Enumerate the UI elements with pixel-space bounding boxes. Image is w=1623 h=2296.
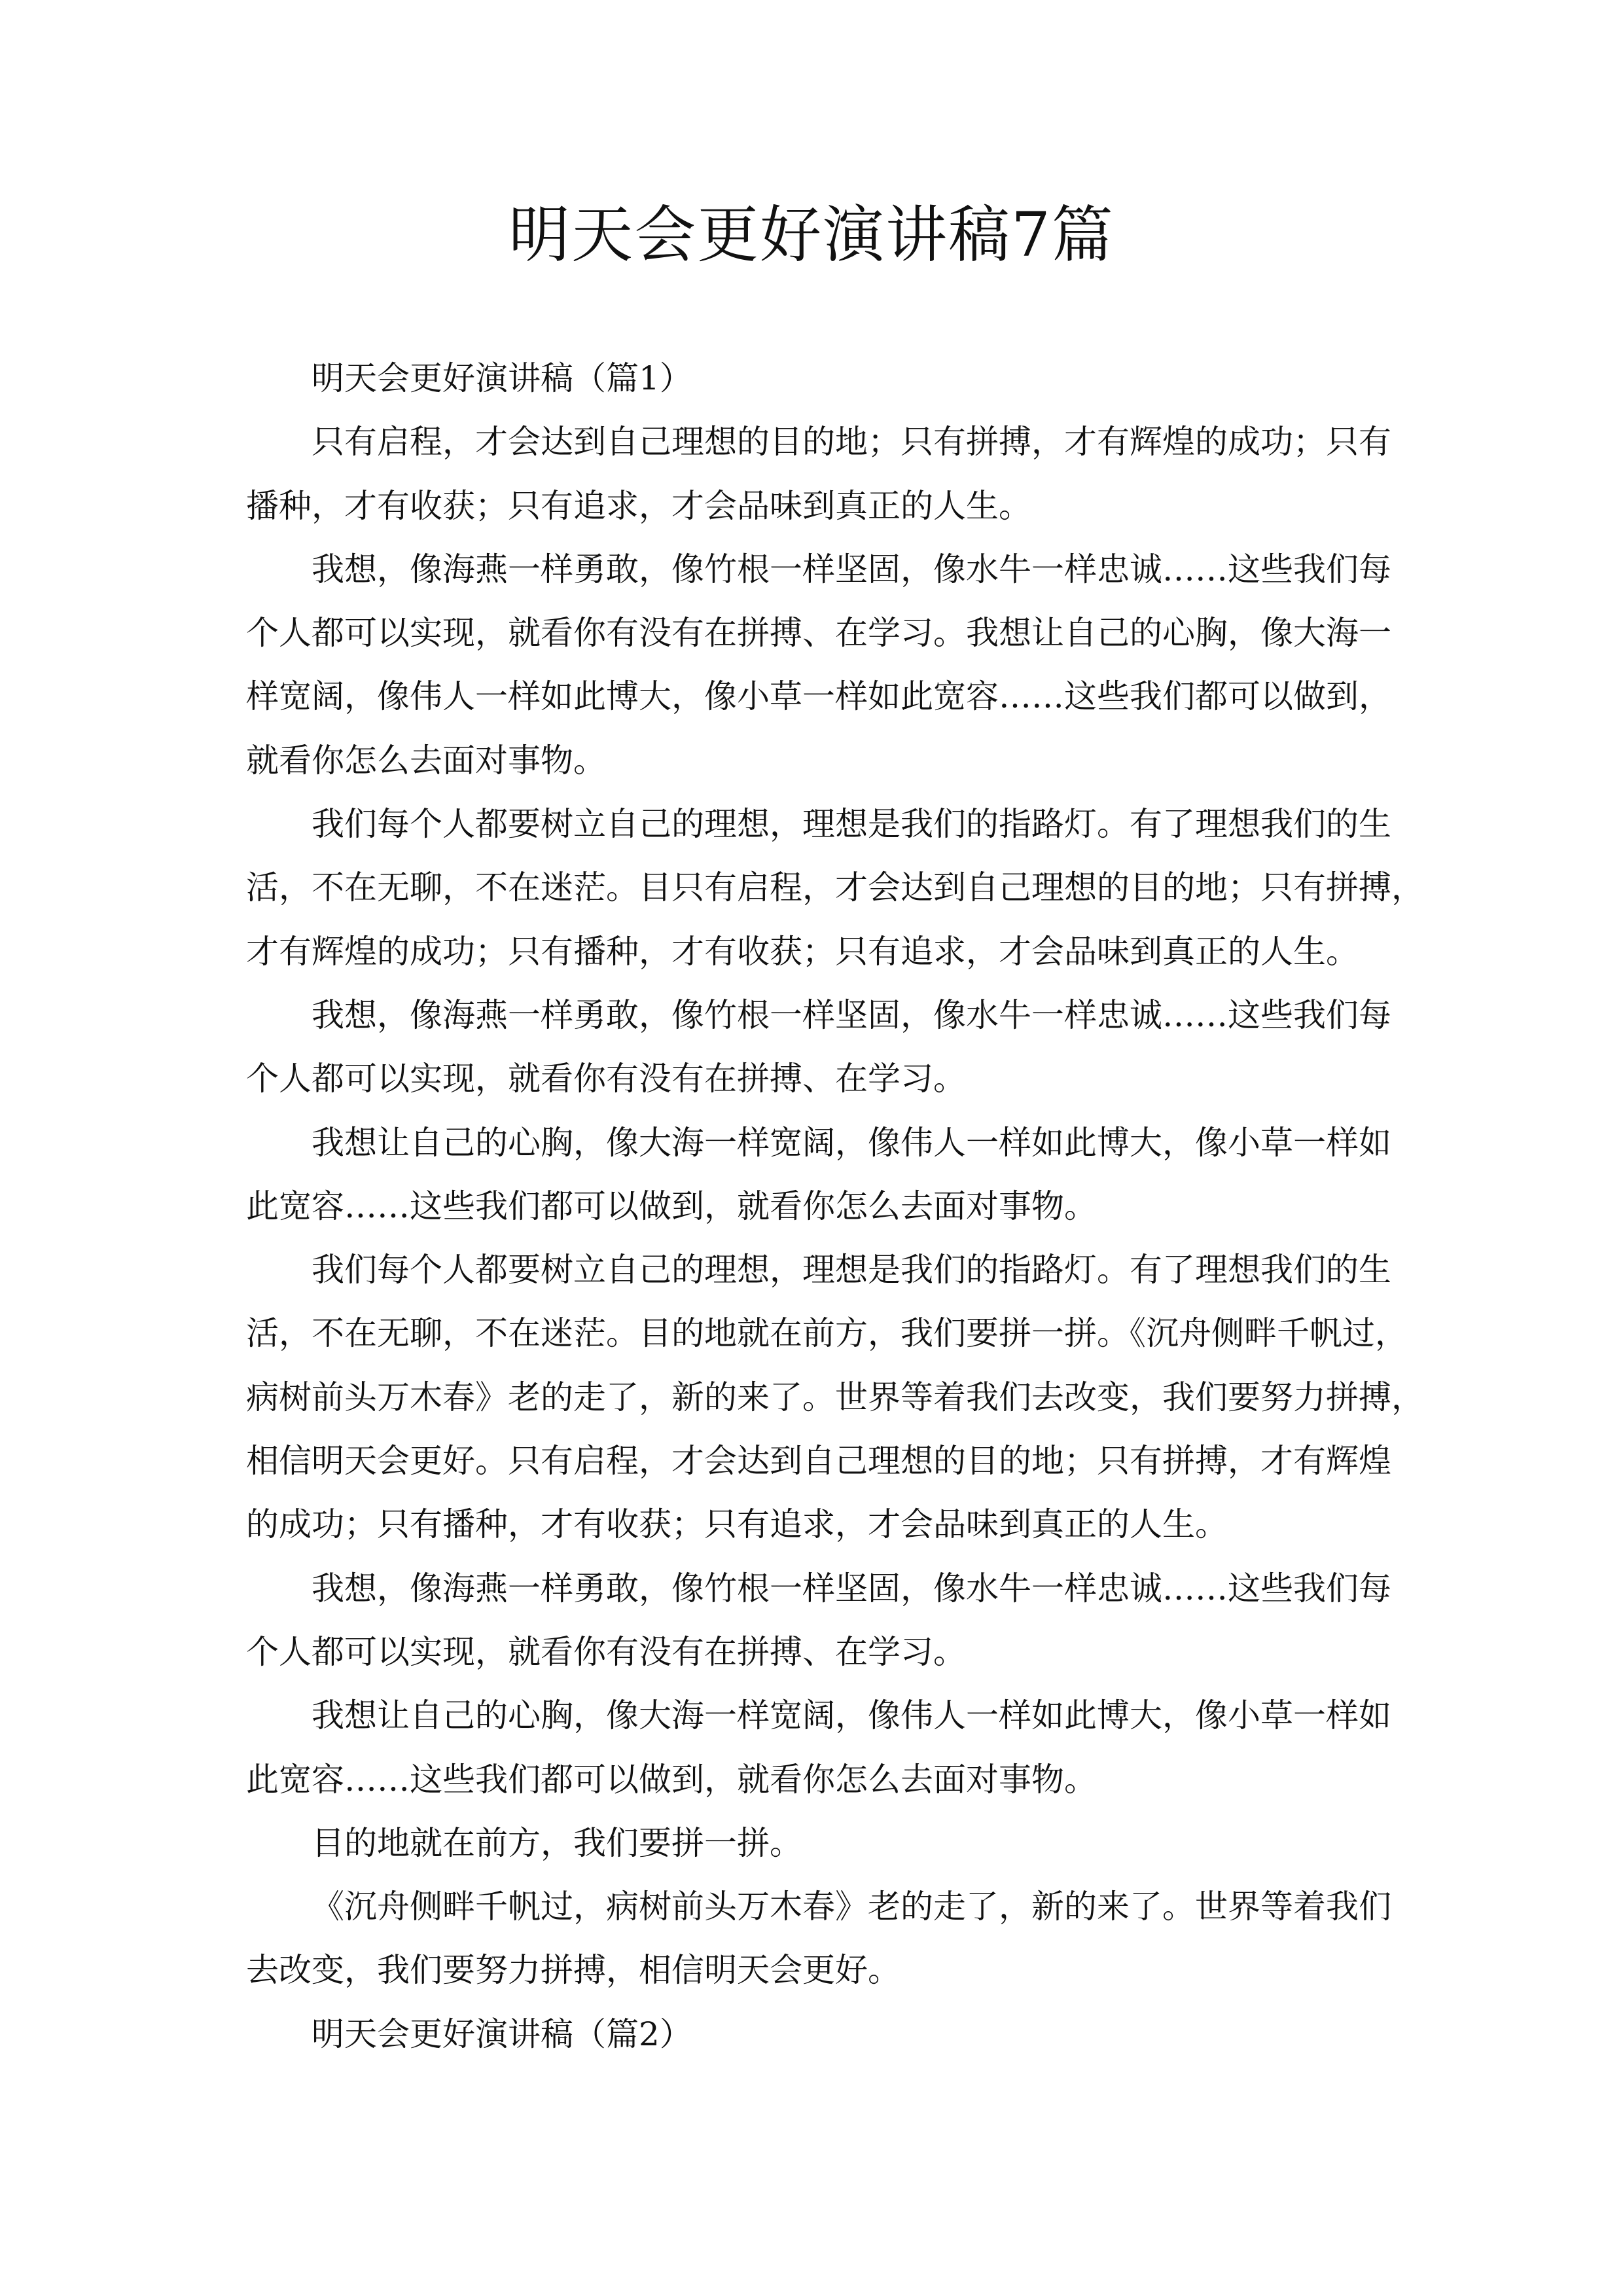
text-line: 个人都可以实现，就看你有没有在拼搏、在学习。 [246, 1632, 966, 1671]
text-line: 的成功；只有播种，才有收获；只有追求，才会品味到真正的人生。 [246, 1505, 1228, 1544]
text-line: 个人都可以实现，就看你有没有在拼搏、在学习。 [246, 1060, 966, 1098]
text-line: 目的地就在前方，我们要拼一拼。 [312, 1823, 802, 1862]
text-line: 只有启程，才会达到自己理想的目的地；只有拼搏，才有辉煌的成功；只有 [312, 423, 1391, 461]
paragraph [246, 1821, 1376, 1885]
text-line: 我想，像海燕一样勇敢，像竹根一样坚固，像水牛一样忠诚……这些我们每 [312, 996, 1391, 1034]
text-line: 我们每个人都要树立自己的理想，理想是我们的指路灯。有了理想我们的生 [312, 1251, 1391, 1289]
text-line: 就看你怎么去面对事物。 [246, 741, 606, 780]
paragraph [246, 420, 1391, 548]
text-line: 病树前头万木春》老的走了，新的来了。世界等着我们去改变，我们要努力拼搏， [246, 1378, 1424, 1416]
section-heading: 明天会更好演讲稿（篇1） [312, 359, 692, 397]
text-line: 样宽阔，像伟人一样如此博大，像小草一样如此宽容……这些我们都可以做到， [246, 677, 1391, 716]
text-line: 我想，像海燕一样勇敢，像竹根一样坚固，像水牛一样忠诚……这些我们每 [312, 550, 1391, 588]
document-body [246, 357, 1424, 2076]
text-line: 《沉舟侧畔千帆过，病树前头万木春》老的走了，新的来了。世界等着我们 [312, 1888, 1391, 1926]
section-heading: 明天会更好演讲稿（篇2） [312, 2015, 692, 2053]
paragraph [246, 2013, 1376, 2076]
paragraph [246, 802, 1424, 994]
paragraph [246, 357, 1376, 420]
text-line: 个人都可以实现，就看你有没有在拼搏、在学习。我想让自己的心胸，像大海一 [246, 614, 1391, 653]
text-line: 才有辉煌的成功；只有播种，才有收获；只有追求，才会品味到真正的人生。 [246, 932, 1359, 971]
paragraph [246, 1567, 1391, 1695]
text-line: 我们每个人都要树立自己的理想，理想是我们的指路灯。有了理想我们的生 [312, 805, 1391, 844]
paragraph [246, 548, 1391, 802]
document-title: 明天会更好演讲稿7篇 [508, 200, 1115, 271]
paragraph [246, 994, 1391, 1121]
text-line: 此宽容……这些我们都可以做到，就看你怎么去面对事物。 [246, 1187, 1097, 1225]
paragraph [246, 1121, 1391, 1249]
paragraph [246, 1694, 1391, 1821]
text-line: 活，不在无聊，不在迷茫。目的地就在前方，我们要拼一拼。《沉舟侧畔千帆过， [246, 1314, 1408, 1353]
text-line: 此宽容……这些我们都可以做到，就看你怎么去面对事物。 [246, 1760, 1097, 1799]
text-line: 我想让自己的心胸，像大海一样宽阔，像伟人一样如此博大，像小草一样如 [312, 1696, 1391, 1735]
paragraph [246, 1885, 1391, 2013]
text-line: 去改变，我们要努力拼搏，相信明天会更好。 [246, 1951, 901, 1990]
text-line: 播种，才有收获；只有追求，才会品味到真正的人生。 [246, 486, 1031, 525]
text-line: 我想，像海燕一样勇敢，像竹根一样坚固，像水牛一样忠诚……这些我们每 [312, 1569, 1391, 1607]
text-line: 活，不在无聊，不在迷茫。目只有启程，才会达到自己理想的目的地；只有拼搏， [246, 869, 1424, 907]
text-line: 我想让自己的心胸，像大海一样宽阔，像伟人一样如此博大，像小草一样如 [312, 1123, 1391, 1162]
text-line: 相信明天会更好。只有启程，才会达到自己理想的目的地；只有拼搏，才有辉煌 [246, 1442, 1391, 1480]
paragraph [246, 1248, 1424, 1566]
